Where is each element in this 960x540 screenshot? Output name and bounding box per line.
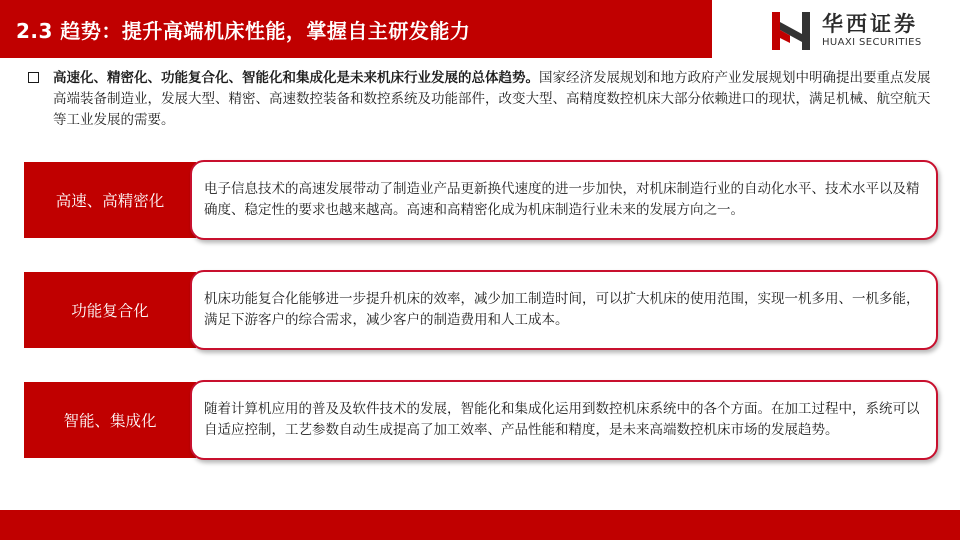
intro-body-text: 国家经济发展规划和地方政府产业发展规划中明确提出要重点发展高端装备制造业，发展大型、精密、高速数控装备和数控系统及功能部件，改变大型、高精度数控机床大部分依赖进口的现状，满足机械、航空航天等工业发展的需要。 [53,70,931,128]
square-bullet-icon [28,72,39,83]
huaxi-logo-icon [768,8,814,54]
trend-row-composite [0,270,960,350]
intro-text [53,68,940,131]
trend-description: 电子信息技术的高速发展带动了制造业产品更新换代速度的进一步加快，对机床制造行业的自动化水平、技术水平以及精确度、稳定性的要求也越来越高。高速和高精密化成为机床制造行业未来的发展方向之一。 [204,180,920,218]
trend-description-box [190,160,938,240]
intro-bold-text: 高速化、精密化、功能复合化、智能化和集成化是未来机床行业发展的总体趋势。 [53,70,539,86]
intro-paragraph [28,68,940,131]
trend-description: 随着计算机应用的普及及软件技术的发展，智能化和集成化运用到数控机床系统中的各个方面。在加工过程中，系统可以自适应控制，工艺参数自动生成提高了加工效率、产品性能和精度，是未来高端数控机床市场的发展趋势。 [204,400,920,438]
company-logo [768,6,948,56]
trend-description-box [190,270,938,350]
trend-label: 功能复合化 [24,272,196,348]
footer-bar [0,510,960,540]
trend-label: 智能、集成化 [24,382,196,458]
trend-row-high-speed [0,160,960,240]
logo-text [822,12,922,50]
trend-label: 高速、高精密化 [24,162,196,238]
trend-description: 机床功能复合化能够进一步提升机床的效率，减少加工制造时间，可以扩大机床的使用范围，实现一机多用、一机多能，满足下游客户的综合需求，减少客户的制造费用和人工成本。 [204,290,920,328]
trend-description-box [190,380,938,460]
logo-name-en: HUAXI SECURITIES [822,37,922,48]
page-title: 2.3 趋势：提升高端机床性能，掌握自主研发能力 [16,18,471,43]
trend-row-intelligent [0,380,960,460]
title-bar [0,0,712,58]
logo-name-cn: 华西证券 [822,12,918,36]
